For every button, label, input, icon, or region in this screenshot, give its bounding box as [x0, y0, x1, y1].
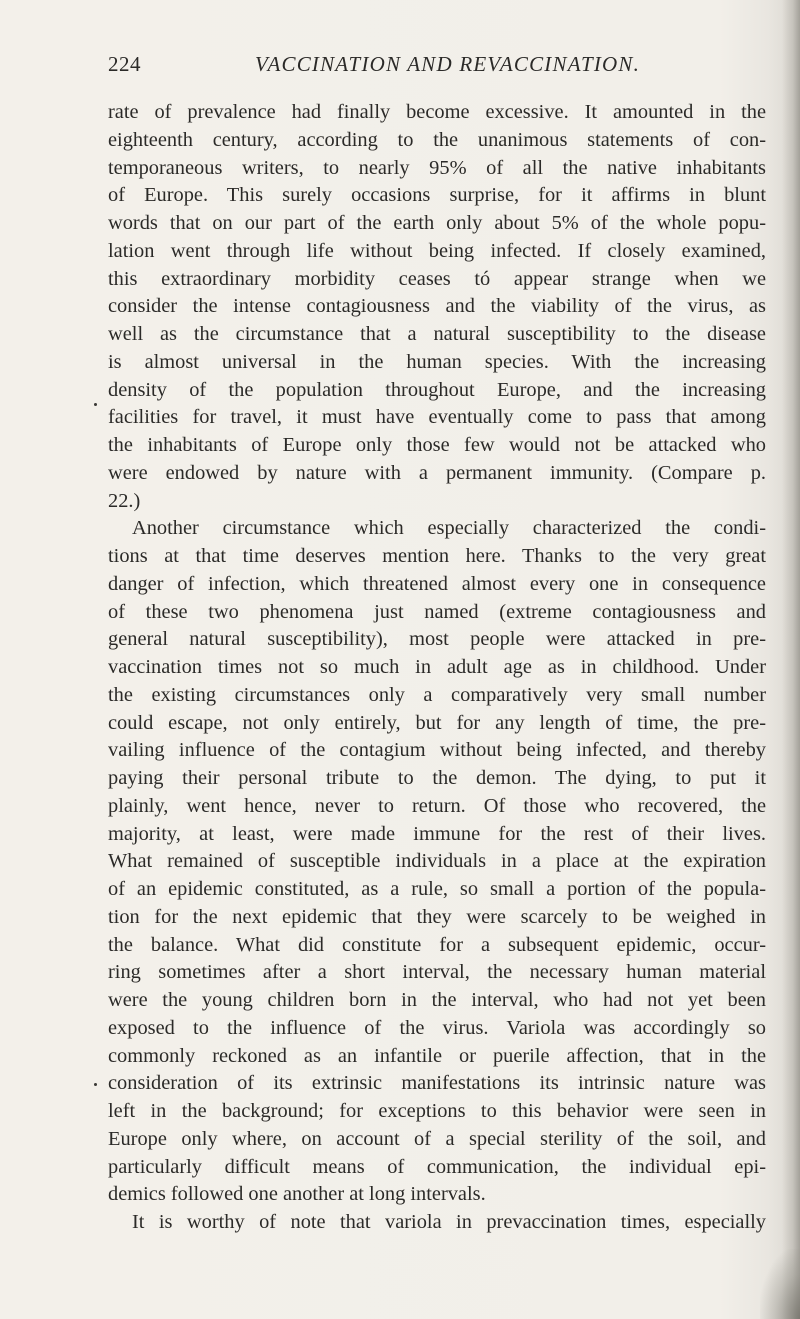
- text-line: rate of prevalence had finally become excessive. It amounted in the: [108, 101, 766, 123]
- text-line: density of the population throughout Europe, and the increasing: [108, 378, 766, 401]
- margin-mark: [94, 1083, 97, 1086]
- text-line: facilities for travel, it must have eventually come to pass that among: [108, 406, 766, 429]
- text-line: could escape, not only entirely, but for any length of time, the pre-: [108, 711, 766, 734]
- text-line: majority, at least, were made immune for the rest of their lives.: [108, 822, 766, 845]
- text-line: vaccination times not so much in adult age as in childhood. Under: [108, 656, 766, 678]
- text-line: 22.): [108, 489, 141, 512]
- text-line: general natural susceptibility), most people were attacked in pre-: [108, 628, 766, 651]
- text-line: the existing circumstances only a comparatively very small number: [108, 683, 766, 706]
- margin-mark: [94, 403, 97, 406]
- text-line: What remained of susceptible individuals in a place at the expiration: [108, 850, 766, 873]
- text-line: were endowed by nature with a permanent immunity. (Compare p.: [108, 461, 766, 484]
- body-text: [108, 99, 766, 1237]
- text-line: exposed to the influence of the virus. Variola was accordingly so: [108, 1016, 766, 1039]
- text-line: Another circumstance which especially characterized the condi-: [132, 517, 766, 540]
- running-head: VACCINATION AND REVACCINATION.: [255, 52, 641, 76]
- text-line: plainly, went hence, never to return. Of those who recovered, the: [108, 794, 766, 817]
- text-line: particularly difficult means of communication, the individual epi-: [108, 1155, 766, 1178]
- text-line: vailing influence of the contagium without being infected, and thereby: [108, 739, 766, 762]
- text-line: words that on our part of the earth only about 5% of the whole popu-: [108, 212, 766, 234]
- page-corner-shadow: [760, 1249, 800, 1319]
- text-line: tion for the next epidemic that they were scarcely to be weighed in: [108, 905, 766, 928]
- text-line: temporaneous writers, to nearly 95% of all the native inhabitants: [108, 156, 766, 179]
- text-line: danger of infection, which threatened almost every one in consequence: [108, 572, 766, 595]
- text-line: the balance. What did constitute for a subsequent epidemic, occur-: [108, 933, 766, 956]
- text-line: Europe only where, on account of a special sterility of the soil, and: [108, 1127, 766, 1150]
- text-line: eighteenth century, according to the unanimous statements of con-: [108, 128, 766, 151]
- text-line: the inhabitants of Europe only those few would not be attacked who: [108, 434, 766, 456]
- text-line: ring sometimes after a short interval, the necessary human material: [108, 961, 766, 984]
- text-line: consider the intense contagiousness and the viability of the virus, as: [108, 295, 766, 318]
- text-line: of Europe. This surely occasions surprise, for it affirms in blunt: [108, 184, 766, 207]
- text-line: of an epidemic constituted, as a rule, so small a portion of the popula-: [108, 878, 766, 900]
- text-line: demics followed one another at long intervals.: [108, 1183, 486, 1206]
- text-line: of these two phenomena just named (extreme contagiousness and: [108, 600, 766, 623]
- text-line: commonly reckoned as an infantile or puerile affection, that in the: [108, 1044, 766, 1067]
- text-line: It is worthy of note that variola in prevaccination times, especially: [132, 1211, 766, 1233]
- text-line: is almost universal in the human species. With the increasing: [108, 350, 766, 373]
- text-line: well as the circumstance that a natural susceptibility to the disease: [108, 323, 766, 345]
- text-line: consideration of its extrinsic manifestations its intrinsic nature was: [108, 1072, 766, 1095]
- text-line: were the young children born in the interval, who had not yet been: [108, 989, 766, 1011]
- page-number: 224: [108, 52, 141, 76]
- page-header: [108, 52, 766, 82]
- text-line: lation went through life without being infected. If closely examined,: [108, 239, 766, 262]
- text-line: paying their personal tribute to the demon. The dying, to put it: [108, 767, 766, 789]
- page-edge-shadow: [782, 0, 800, 1319]
- text-line: tions at that time deserves mention here. Thanks to the very great: [108, 545, 766, 567]
- text-line: this extraordinary morbidity ceases tó appear strange when we: [108, 267, 766, 290]
- text-line: left in the background; for exceptions to this behavior were seen in: [108, 1100, 766, 1122]
